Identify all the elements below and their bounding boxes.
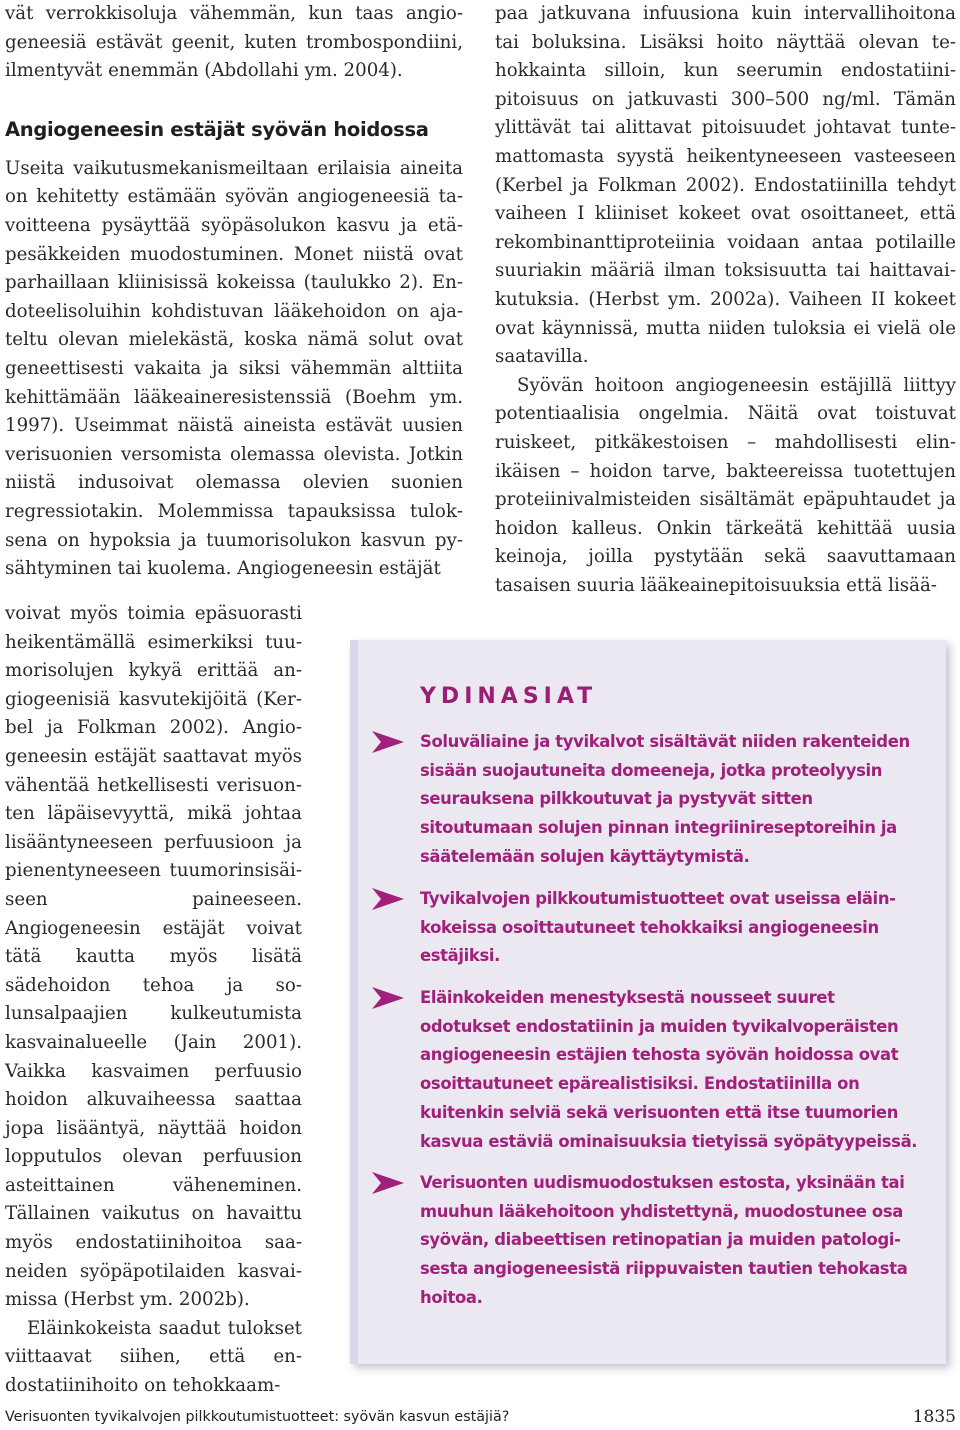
key-points-box <box>350 640 946 1364</box>
key-point <box>420 1169 925 1313</box>
key-point-text: Verisuonten uudismuodostuksen estosta, yksinään tai muuhun lääkehoitoon yhdistettynä, muodostunee osa syövän, diabeettisen retinopatian ja muiden patologisesta angiogeneesistä riippuvaisten tautien tehokasta hoitoa. <box>420 1173 908 1307</box>
key-point <box>420 728 925 872</box>
key-box-edge <box>350 640 358 1364</box>
body-paragraph-1: Useita vaikutusmekanismeiltaan erilaisia aineita on kehitetty estämään syövän angiogeneesiä tavoitteena pysäyttää syöpäsolukon kasvu ja etäpesäkkeiden muodostuminen. Monet niistä ovat parhaillaan kliinisissä kokeissa (taulukko 2). Endoteelisoluihin kohdistuvan lääkehoidon on ajateltu olevan mielekästä, koska nämä solut ovat geneettisesti vakaita ja siksi vähemmän alttiita kehittämään lääkeaineresistenssiä (Boehm ym. 1997). Useimmat näistä aineista estävät uusien verisuonien versomista olemassa olevista. Jotkin niistä indusoivat olemassa olevien suonien regressiotakin. Molemmissa tapauksissa tuloksena on hypoksia ja tuumorisolukon kasvun pysähtyminen tai kuolema. Angiogeneesin estäjät <box>5 157 463 580</box>
arrowhead-bullet-icon <box>372 731 404 753</box>
right-column <box>495 0 956 600</box>
key-point-text: Soluväliaine ja tyvikalvot sisältävät niiden rakenteiden sisään suojautuneita domeeneja, jotka proteolyysin seurauksena pilkkoutuvat ja pystyvät sitten sitoutumaan solujen pinnan integriinireseptoreihin ja säätelemään solujen käyttäytymistä. <box>420 732 910 866</box>
page-number: 1835 <box>912 1407 956 1427</box>
right-paragraph-2: Syövän hoitoon angiogeneesin estäjillä liittyy potentiaalisia ongelmia. Näitä ovat toistuvat ruiskeet, pitkäkestoisen – mahdollisesti elinikäisen – hoidon tarve, bakteereissa tuotettujen proteiinivalmisteiden sisältämät epäpuhtaudet ja hoidon kalleus. Onkin tärkeätä kehittää uusia keinoja, joilla pystytään sekä saavuttamaan tasaisen suuria lääkeainepitoisuuksia että lisää- <box>495 374 956 596</box>
arrowhead-bullet-icon <box>372 888 404 910</box>
key-point <box>420 984 925 1156</box>
key-point <box>420 885 925 971</box>
arrowhead-bullet-icon <box>372 1172 404 1194</box>
section-heading: Angiogeneesin estäjät syövän hoidossa <box>5 117 429 141</box>
body-paragraph-narrow-1: voivat myös toimia epäsuorasti heikentämällä esimerkiksi tuumorisolujen kykyä erittää angiogeenisiä kasvutekijöitä (Kerbel ja Folkman 2002). Angiogeneesin estäjät saattavat myös vähentää hetkellisesti verisuonten läpäisevyyttä, mikä johtaa lisääntyneeseen perfuusioon ja pienentyneeseen tuumorinsisäiseen paineeseen. Angiogeneesin estäjät voivat tätä kautta myös lisätä sädehoidon tehoa ja solunsalpaajien kulkeutumista kasvainalueelle (Jain 2001). Vaikka kasvaimen perfuusio hoidon alkuvaiheessa saattaa jopa lisääntyä, näyttää hoidon lopputulos olevan perfuusion asteittainen väheneminen. Tällainen vaikutus on havaittu myös endostatiinihoitoa saaneiden syöpäpotilaiden kasvaimissa (Herbst ym. 2002b). <box>5 603 302 1311</box>
arrowhead-bullet-icon <box>372 987 404 1009</box>
intro-paragraph: vät verrokkisoluja vähemmän, kun taas angiogeneesiä estävät geenit, kuten trombospondiini, ilmentyvät enemmän (Abdollahi ym. 2004). <box>5 3 463 82</box>
running-footer-title: Verisuonten tyvikalvojen pilkkoutumistuotteet: syövän kasvun estäjiä? <box>5 1409 510 1425</box>
body-paragraph-narrow-2: Eläinkokeista saadut tulokset viittaavat siihen, että endostatiinihoito on tehokkaam- <box>5 1317 302 1397</box>
right-paragraph-1: paa jatkuvana infuusiona kuin intervallihoitona tai boluksina. Lisäksi hoito näyttää olevan tehokkainta silloin, kun seerumin endostatiinipitoisuus on jatkuvasti 300–500 ng/ml. Tämän ylittävät tai alittavat pitoisuudet johtavat tuntemattomasta syystä heikentyneeseen vasteeseen (Kerbel ja Folkman 2002). Endostatiinilla tehdyt vaiheen I kliiniset kokeet ovat osoittaneet, että rekombinanttiproteiinia voidaan antaa potilaille suuriakin määriä ilman toksisuutta tai haittavaikutuksia. (Herbst ym. 2002a). Vaiheen II kokeet ovat käynnissä, mutta niiden tuloksia ei vielä ole saatavilla. <box>495 3 956 368</box>
key-point-text: Tyvikalvojen pilkkoutumistuotteet ovat useissa eläinkokeissa osoittautuneet tehokkaiksi angiogeneesin estäjiksi. <box>420 889 896 966</box>
left-column <box>5 0 463 584</box>
key-points-title: YDINASIAT <box>420 684 598 709</box>
left-narrow-column <box>5 600 302 1401</box>
key-point-text: Eläinkokeiden menestyksestä nousseet suuret odotukset endostatiinin ja muiden tyvikalvoperäisten angiogeneesin estäjien tehosta syövän hoidossa ovat osoittautuneet epärealistisiksi. Endostatiinilla on kuitenkin selviä sekä verisuonten että itse tuumorien kasvua estäviä ominaisuuksia tietyissä syöpätyypeissä. <box>420 988 918 1151</box>
